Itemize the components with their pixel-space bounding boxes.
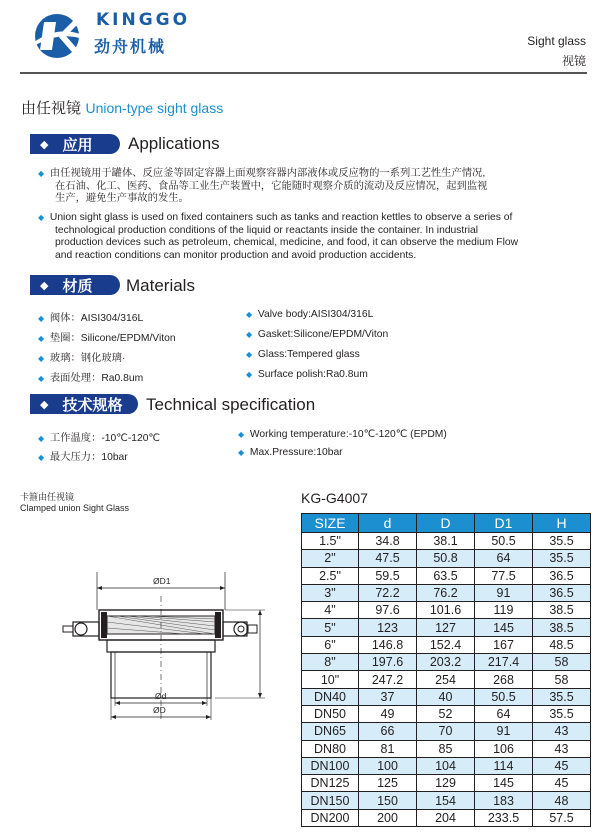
list-item: ◆ Valve body:AISI304/316L [246,309,374,320]
table-row [302,809,591,826]
table-cell: DN125 [302,775,359,792]
table-cell: 38.1 [417,533,475,550]
table-cell: DN150 [302,792,359,809]
table-cell: 2" [302,550,359,567]
table-cell: DN40 [302,688,359,705]
table-cell: 5" [302,619,359,636]
table-cell: 57.5 [533,809,591,826]
list-item: ◆ 表面处理：Ra0.8um [38,373,144,384]
logo-icon [28,12,86,60]
table-cell: 8" [302,654,359,671]
table-cell: DN50 [302,705,359,722]
applications-para-cn: ◆ 由任视镜用于罐体、反应釜等固定容器上面观察容器内部液体或反应物的一系列工艺性生产情况, 在石油、化工、医药、食品等工业生产装置中，它能随时观察介质的流动及反应情况，起到监视 生产，避免生产事故的发生。 [38,168,488,204]
table-cell: 203.2 [417,654,475,671]
table-cell: 40 [417,688,475,705]
table-cell: 49 [359,705,417,722]
table-cell: 145 [475,619,533,636]
section-tab-materials: ◆ 材质 [30,275,120,295]
table-cell: 38.5 [533,619,591,636]
brand-logo [28,12,86,60]
table-row [302,602,591,619]
spec-table [301,513,591,827]
table-cell: 150 [359,792,417,809]
table-cell: 85 [417,740,475,757]
section-tab-applications: ◆ 应用 [30,134,120,154]
table-row [302,688,591,705]
table-cell: 233.5 [475,809,533,826]
table-cell: 247.2 [359,671,417,688]
table-cell: 59.5 [359,567,417,584]
list-item: ◆ Gasket:Silicone/EPDM/Viton [246,329,389,340]
list-item: ◆ 阀体：AISI304/316L [38,313,144,324]
table-row [302,775,591,792]
table-cell: 268 [475,671,533,688]
table-header-cell: D1 [475,514,533,533]
table-cell: 101.6 [417,602,475,619]
diamond-icon: ◆ [40,138,49,151]
table-cell: 197.6 [359,654,417,671]
bullet-icon: ◆ [38,169,45,178]
table-cell: 2.5" [302,567,359,584]
table-cell: 183 [475,792,533,809]
table-row [302,550,591,567]
table-header-cell: H [533,514,591,533]
table-cell: 72.2 [359,584,417,601]
applications-para-en: ◆ Union sight glass is used on fixed containers such as tanks and reaction kettles to observe a series of technological production conditions of the liquid or reactants inside the container. In industrial production devices such as petroleum, chemical, medicine, and food, it can observe the medium Flow and reaction conditions can monitor production and avoid production accidents. [38,212,519,261]
category-cn: 视镜 [561,54,586,68]
table-cell: 91 [475,584,533,601]
table-cell: 64 [475,705,533,722]
list-item: ◆ Working temperature:-10℃-120℃ (EPDM) [238,429,447,440]
table-cell: 100 [359,757,417,774]
table-cell: 129 [417,775,475,792]
table-cell: 200 [359,809,417,826]
list-item: ◆ 垫圈：Silicone/EPDM/Viton [38,333,176,344]
page-title-en: Union-type sight glass [85,100,224,116]
section-title-applications: Applications [128,134,220,153]
section-tab-tech: ◆ 技术规格 [30,394,138,414]
section-title-tech: Technical specification [146,395,316,414]
table-cell: 1.5" [302,533,359,550]
brand-name-cn: 劲舟机械 [94,37,167,56]
table-cell: 35.5 [533,533,591,550]
table-cell: 35.5 [533,705,591,722]
table-cell: 76.2 [417,584,475,601]
table-cell: 63.5 [417,567,475,584]
table-cell: 91 [475,723,533,740]
materials-list-en [246,309,388,389]
table-cell: 64 [475,550,533,567]
table-cell: 36.5 [533,584,591,601]
table-row [302,654,591,671]
technical-drawing [55,570,285,730]
table-cell: 123 [359,619,417,636]
table-cell: 114 [475,757,533,774]
table-row [302,567,591,584]
table-cell: 217.4 [475,654,533,671]
table-cell: 104 [417,757,475,774]
table-cell: DN80 [302,740,359,757]
table-row [302,533,591,550]
list-item: ◆ Surface polish:Ra0.8um [246,369,368,380]
table-cell: 145 [475,775,533,792]
model-number: KG-G4007 [301,490,368,506]
table-row [302,740,591,757]
category-en: Sight glass [527,34,586,48]
table-cell: 125 [359,775,417,792]
table-cell: 167 [475,636,533,653]
sight-glass-drawing [55,570,285,730]
table-cell: 204 [417,809,475,826]
table-cell: 81 [359,740,417,757]
table-cell: 4" [302,602,359,619]
table-cell: 52 [417,705,475,722]
list-item: ◆ Max.Pressure:10bar [238,447,343,458]
table-row [302,584,591,601]
table-cell: 66 [359,723,417,740]
tech-list-cn [38,429,160,467]
table-row [302,671,591,688]
table-cell: 35.5 [533,688,591,705]
dim-label-D: ØD [153,705,166,715]
table-cell: 154 [417,792,475,809]
table-cell: 97.6 [359,602,417,619]
table-cell: 58 [533,671,591,688]
table-cell: 48 [533,792,591,809]
table-cell: 152.4 [417,636,475,653]
table-row [302,757,591,774]
table-cell: 254 [417,671,475,688]
table-cell: 119 [475,602,533,619]
list-item: ◆ 工作温度：-10℃-120℃ [38,433,160,444]
table-row [302,636,591,653]
drawing-caption-cn: 卡箍由任视镜 [20,492,75,502]
table-header-cell: d [359,514,417,533]
drawing-caption-en: Clamped union Sight Glass [20,503,130,513]
table-header-cell: D [417,514,475,533]
table-row [302,619,591,636]
list-item: ◆ Glass:Tempered glass [246,349,360,360]
table-cell: 3" [302,584,359,601]
page-title-cn: 由任视镜 [21,100,82,117]
header-rule [20,72,587,74]
page-title [21,97,223,118]
table-cell: 6" [302,636,359,653]
table-cell: 38.5 [533,602,591,619]
dim-label-d: Ød [155,691,167,701]
list-item: ◆ 最大压力：10bar [38,452,128,463]
table-cell: 43 [533,723,591,740]
table-cell: 47.5 [359,550,417,567]
table-cell: 70 [417,723,475,740]
table-cell: 45 [533,757,591,774]
table-cell: DN100 [302,757,359,774]
table-cell: 45 [533,775,591,792]
table-cell: 34.8 [359,533,417,550]
table-cell: 146.8 [359,636,417,653]
table-cell: 50.5 [475,688,533,705]
table-cell: 43 [533,740,591,757]
section-title-materials: Materials [126,276,195,295]
table-cell: DN200 [302,809,359,826]
table-cell: 50.8 [417,550,475,567]
diamond-icon: ◆ [40,279,49,292]
table-cell: 106 [475,740,533,757]
table-row [302,723,591,740]
table-cell: 10" [302,671,359,688]
table-header-row [302,514,591,533]
table-cell: 35.5 [533,550,591,567]
table-cell: 77.5 [475,567,533,584]
bullet-icon: ◆ [38,213,45,222]
table-cell: 37 [359,688,417,705]
table-cell: 36.5 [533,567,591,584]
dim-label-D1: ØD1 [153,576,171,586]
table-cell: 58 [533,654,591,671]
tech-list-en [238,428,447,466]
list-item: ◆ 玻璃：钢化玻璃· [38,353,126,364]
table-header-cell: SIZE [302,514,359,533]
table-cell: 48.5 [533,636,591,653]
table-cell: 127 [417,619,475,636]
brand-name-en: KINGGO [96,10,191,30]
table-cell: DN65 [302,723,359,740]
table-row [302,792,591,809]
materials-list-cn [38,309,176,389]
table-cell: 50.5 [475,533,533,550]
table-row [302,705,591,722]
diamond-icon: ◆ [40,398,49,411]
